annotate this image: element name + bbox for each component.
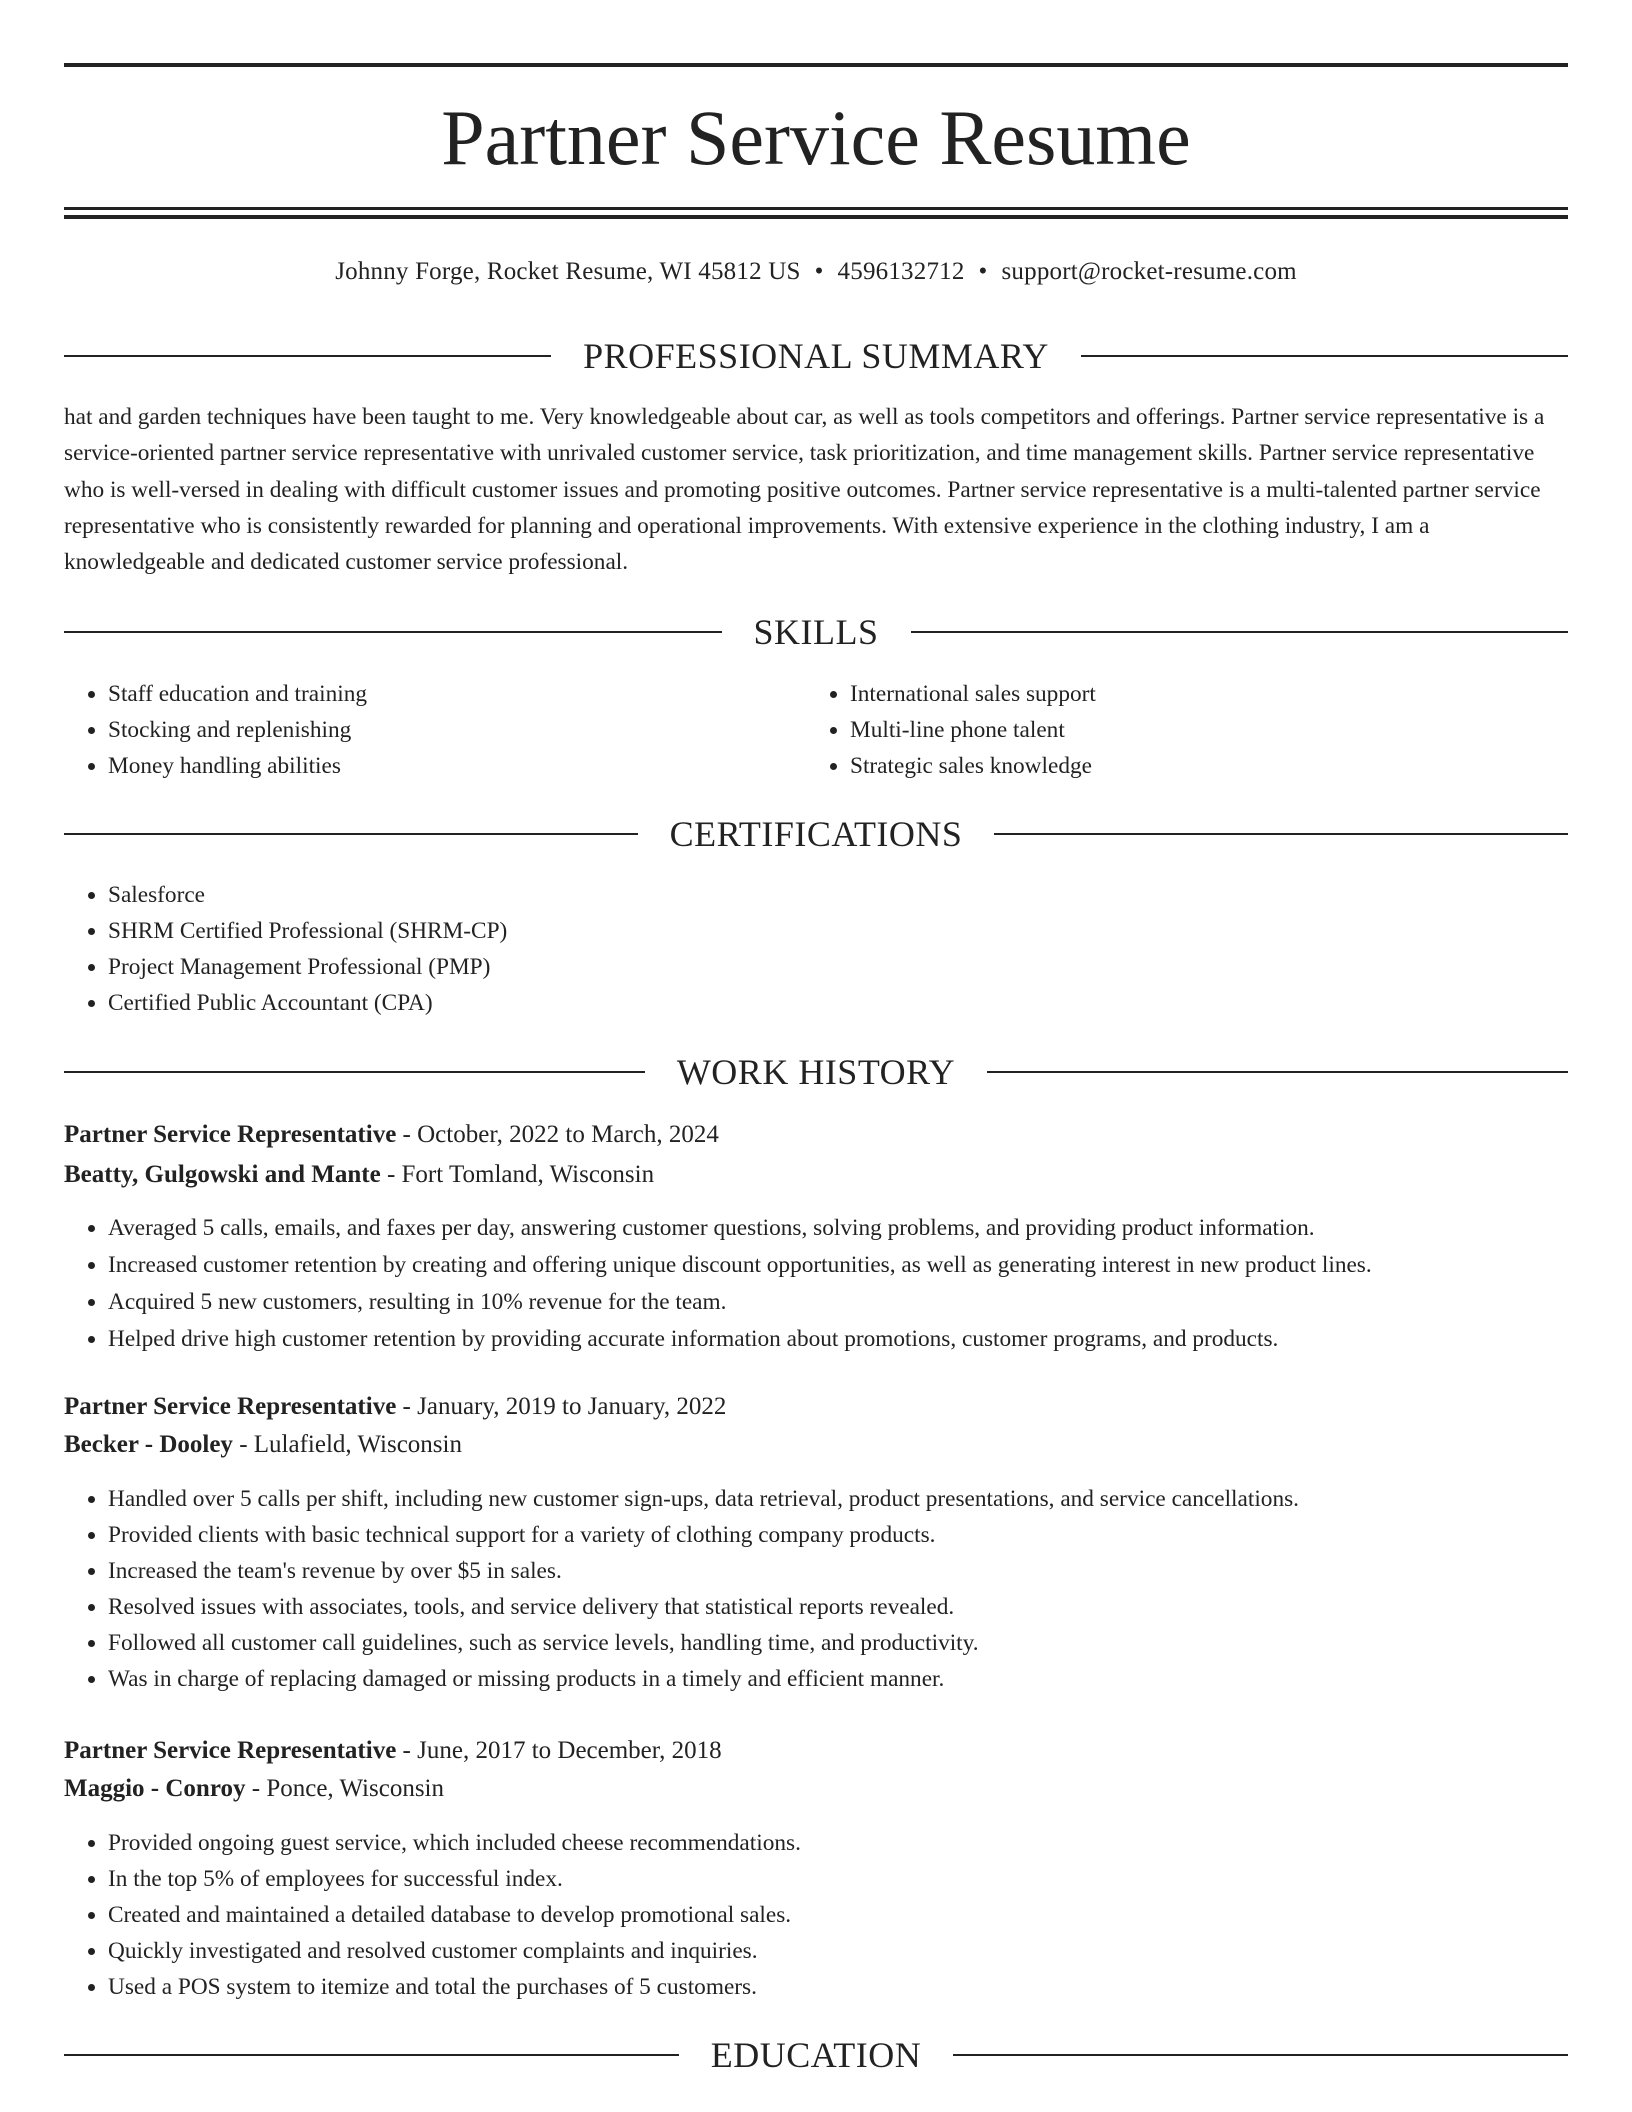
job-title-line xyxy=(64,1732,1568,1770)
heading-rule-left xyxy=(64,355,551,357)
job-separator: - xyxy=(380,1161,402,1188)
job-bullets xyxy=(64,1825,1568,2005)
job-bullet: • Quickly investigated and resolved customer complaints and inquiries. xyxy=(108,1933,1568,1969)
heading-rule-right xyxy=(1081,355,1568,357)
job-title: Partner Service Representative xyxy=(64,1393,397,1420)
job-bullet: • Provided clients with basic technical support for a variety of clothing company products. xyxy=(108,1517,1568,1553)
skill-item: • Stocking and replenishing xyxy=(108,712,804,748)
skills-column-left xyxy=(64,676,804,784)
resume-title: Partner Service Resume xyxy=(441,94,1191,181)
job-bullet: • Followed all customer call guidelines, such as service levels, handling time, and productivity. xyxy=(108,1625,1568,1661)
contact-separator: • xyxy=(978,258,988,285)
certification-item: • Salesforce xyxy=(108,877,1568,913)
work-history-heading-text: WORK HISTORY xyxy=(676,1052,956,1092)
job-title: Partner Service Representative xyxy=(64,1737,397,1764)
job-bullet: • Was in charge of replacing damaged or missing products in a timely and efficient manner. xyxy=(108,1661,1568,1697)
job-company: Becker - Dooley xyxy=(64,1431,233,1458)
title-rule-lower xyxy=(64,215,1568,219)
job-bullet: • Resolved issues with associates, tools, and service delivery that statistical reports revealed. xyxy=(108,1589,1568,1625)
job-dates: January, 2019 to January, 2022 xyxy=(417,1393,727,1420)
skill-item: • International sales support xyxy=(850,676,1546,712)
job-dates: October, 2022 to March, 2024 xyxy=(417,1121,719,1148)
skills-column-right xyxy=(806,676,1546,784)
job-company: Maggio - Conroy xyxy=(64,1775,246,1802)
job-company-line xyxy=(64,1426,1568,1464)
job-separator: - xyxy=(396,1393,418,1420)
top-rule xyxy=(64,63,1568,67)
skill-item: • Money handling abilities xyxy=(108,748,804,784)
certification-item: • SHRM Certified Professional (SHRM-CP) xyxy=(108,913,1568,949)
job-separator: - xyxy=(245,1775,267,1802)
skill-item: • Strategic sales knowledge xyxy=(850,748,1546,784)
skills-heading-text: SKILLS xyxy=(753,612,879,652)
job-bullet: • Handled over 5 calls per shift, including new customer sign-ups, data retrieval, product presentations, and service cancellations. xyxy=(108,1481,1568,1517)
job-separator: - xyxy=(396,1737,418,1764)
summary-heading xyxy=(64,334,1568,378)
job-location: Ponce, Wisconsin xyxy=(266,1775,444,1802)
contact-email: support@rocket-resume.com xyxy=(1001,258,1297,285)
work-history-heading xyxy=(64,1050,1568,1094)
job-title-line xyxy=(64,1116,1568,1154)
heading-rule-left xyxy=(64,1071,645,1073)
job-location: Fort Tomland, Wisconsin xyxy=(401,1161,655,1188)
job-separator: - xyxy=(232,1431,254,1458)
job-bullet: • Helped drive high customer retention by providing accurate information about promotions, customer programs, and products. xyxy=(108,1321,1568,1358)
job-location: Lulafield, Wisconsin xyxy=(253,1431,462,1458)
education-heading xyxy=(64,2033,1568,2077)
job-bullet: • Acquired 5 new customers, resulting in 10% revenue for the team. xyxy=(108,1284,1568,1321)
skill-item: • Staff education and training xyxy=(108,676,804,712)
certification-item: • Certified Public Accountant (CPA) xyxy=(108,985,1568,1021)
contact-address: Johnny Forge, Rocket Resume, WI 45812 US xyxy=(335,258,801,285)
title-rule-upper xyxy=(64,207,1568,210)
heading-rule-right xyxy=(994,833,1568,835)
contact-phone: 4596132712 xyxy=(837,258,965,285)
heading-rule-left xyxy=(64,2054,679,2056)
heading-rule-left xyxy=(64,833,638,835)
job-title: Partner Service Representative xyxy=(64,1121,397,1148)
job-bullets xyxy=(64,1481,1568,1697)
certifications-heading-text: CERTIFICATIONS xyxy=(669,814,963,854)
job-bullet: • Provided ongoing guest service, which included cheese recommendations. xyxy=(108,1825,1568,1861)
contact-line xyxy=(64,254,1568,290)
job-bullets xyxy=(64,1210,1568,1358)
heading-rule-right xyxy=(911,631,1569,633)
education-heading-text: EDUCATION xyxy=(710,2035,922,2075)
job-company: Beatty, Gulgowski and Mante xyxy=(64,1161,381,1188)
summary-heading-text: PROFESSIONAL SUMMARY xyxy=(583,336,1049,376)
job-bullet: • Increased customer retention by creating and offering unique discount opportunities, as well as generating interest in new product lines. xyxy=(108,1247,1568,1284)
job-bullet: • Created and maintained a detailed database to develop promotional sales. xyxy=(108,1897,1568,1933)
job-company-line xyxy=(64,1770,1568,1808)
certifications-list xyxy=(64,877,1568,1021)
certifications-heading xyxy=(64,812,1568,856)
summary-text: hat and garden techniques have been taught to me. Very knowledgeable about car, as well as tools competitors and offerings. Partner service representative is a service-oriented partner service representative with unrivaled customer service, task prioritization, and time management skills. Partner service representative who is well-versed in dealing with difficult customer issues and promoting positive outcomes. Partner service representative is a multi-talented partner service representative who is consistently rewarded for planning and operational improvements. With extensive experience in the clothing industry, I am a knowledgeable and dedicated customer service professional. xyxy=(64,404,1545,576)
contact-separator: • xyxy=(814,258,824,285)
job-bullet: • In the top 5% of employees for successful index. xyxy=(108,1861,1568,1897)
job-bullet: • Increased the team's revenue by over $5 in sales. xyxy=(108,1553,1568,1589)
job-title-line xyxy=(64,1388,1568,1426)
heading-rule-right xyxy=(987,1071,1568,1073)
skills-heading xyxy=(64,610,1568,654)
skill-item: • Multi-line phone talent xyxy=(850,712,1546,748)
job-bullet: • Averaged 5 calls, emails, and faxes per day, answering customer questions, solving problems, and providing product information. xyxy=(108,1210,1568,1247)
certification-item: • Project Management Professional (PMP) xyxy=(108,949,1568,985)
job-separator: - xyxy=(396,1121,418,1148)
heading-rule-left xyxy=(64,631,722,633)
job-company-line xyxy=(64,1156,1568,1194)
job-bullet: • Used a POS system to itemize and total the purchases of 5 customers. xyxy=(108,1969,1568,2005)
job-dates: June, 2017 to December, 2018 xyxy=(417,1737,722,1764)
heading-rule-right xyxy=(953,2054,1568,2056)
